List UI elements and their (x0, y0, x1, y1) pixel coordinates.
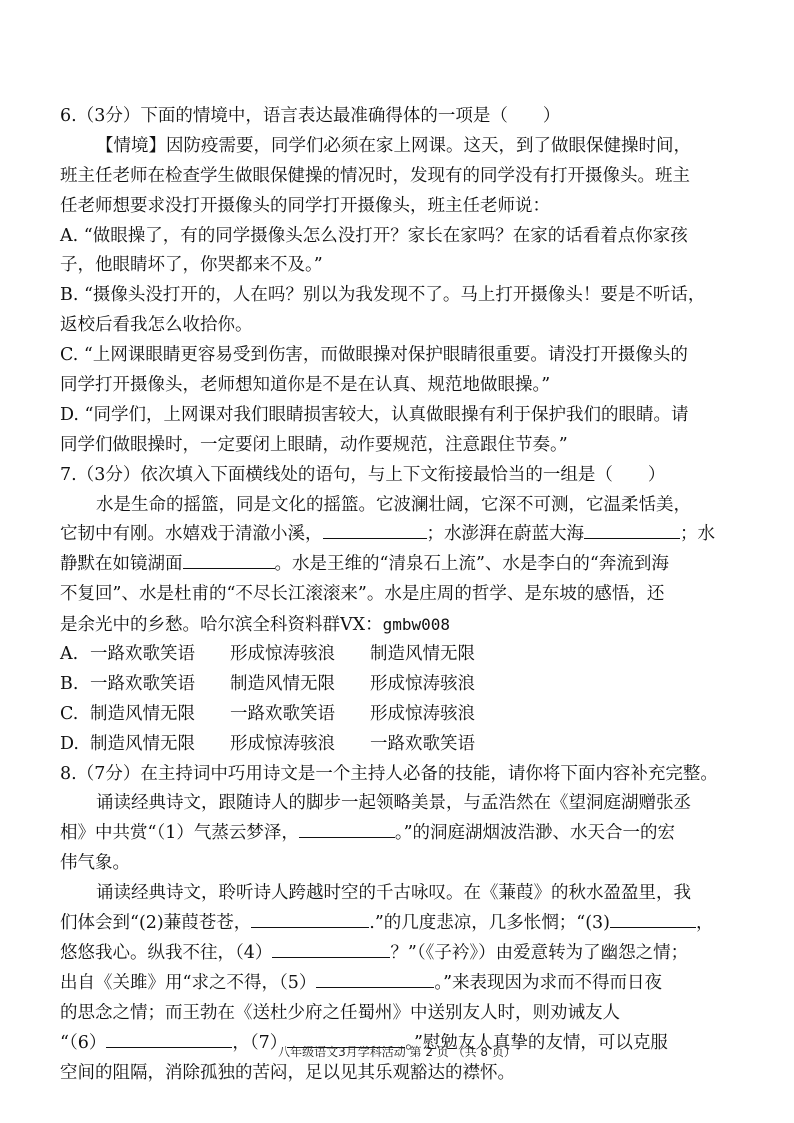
page-content (60, 102, 738, 1088)
q8-text: .”的几度悲凉，几多怅惘；“(3) (369, 913, 610, 934)
q7-text: 是余光中的乡愁。哈尔滨全科资料群VX： (60, 615, 383, 636)
q7-passage-line (60, 520, 738, 550)
q7-text: gmbw008 (382, 615, 451, 635)
q7-text: 静默在如镜湖面 (60, 554, 183, 575)
option-key: A. (60, 644, 79, 665)
q8-p1-line (60, 819, 738, 849)
q6-context-line: 任老师想要求没打开摄像头的同学打开摄像头，班主任老师说： (60, 195, 550, 216)
q6-option-a: A. “做眼操了，有的同学摄像头怎么没打开？家长在家吗？在家的话看着点你家孩 (60, 225, 688, 246)
option-part: 一路欢歌笑语 (370, 733, 475, 754)
q6-option-b: B. “摄像头没打开的，人在吗？别以为我发现不了。马上打开摄像头！要是不听话， (60, 285, 706, 306)
q6-option-c: C. “上网课眼睛更容易受到伤害，而做眼操对保护眼睛很重要。请没打开摄像头的 (60, 345, 688, 366)
answer-blank-2[interactable] (251, 909, 369, 928)
q8-text: 们体会到“(2)蒹葭苍苍， (60, 913, 252, 934)
q8-p2-line (60, 939, 738, 969)
q8-text: 悠悠我心。纵我不往，（4） (60, 942, 273, 963)
q8-p1-line: 诵读经典诗文，跟随诗人的脚步一起领略美景，与孟浩然在《望洞庭湖赠张丞 (96, 793, 691, 814)
q6-option-d: D. “同学们，上网课对我们眼睛损害较大，认真做眼操有利于保护我们的眼睛。请 (60, 404, 689, 425)
q8-text: 。”来表现因为求而不得而日夜 (434, 972, 663, 993)
q8-text: “（6） (60, 1032, 107, 1053)
answer-blank-4[interactable] (272, 939, 390, 958)
option-part: 制造风情无限 (370, 644, 475, 665)
option-part: 一路欢歌笑语 (90, 644, 195, 665)
answer-blank-5[interactable] (316, 969, 434, 988)
q8-stem: 8.（7分）在主持词中巧用诗文是一个主持人必备的技能，请你将下面内容补充完整。 (60, 763, 718, 784)
option-part: 制造风情无限 (90, 703, 195, 724)
option-key: B. (60, 673, 79, 694)
q8-p2-line (60, 969, 738, 999)
q6-option-a-cont: 子，他眼睛坏了，你哭都来不及。” (60, 255, 323, 276)
q8-text: ， (696, 913, 714, 934)
q7-text: ；水澎湃在蔚蓝大海 (426, 524, 584, 545)
q8-text: ，（7） (232, 1032, 288, 1053)
q6-option-d-cont: 同学们做眼操时，一定要闭上眼睛，动作要规范，注意跟住节奏。” (60, 434, 568, 455)
q8-p2-line (60, 909, 738, 939)
page-footer: 八年级语文3月学科活动 第 2 页 （共 8 页） (278, 1045, 516, 1059)
q8-p2-line: 的思念之情；而王勃在《送杜少府之任蜀州》中送别友人时，则劝诫友人 (60, 1002, 620, 1023)
q8-text: 出自《关雎》用“求之不得，（5） (60, 972, 317, 993)
q7-option-b (60, 670, 738, 700)
option-part: 一路欢歌笑语 (230, 703, 335, 724)
q7-passage-line: 不复回”、水是杜甫的“不尽长江滚滚来”。水是庄周的哲学、是东坡的感悟，还 (60, 584, 665, 605)
q7-passage-line: 水是生命的摇篮，同是文化的摇篮。它波澜壮阔，它深不可测，它温柔恬美， (96, 494, 691, 515)
q6-stem: 6.（3分）下面的情境中，语言表达最准确得体的一项是（ ） (60, 106, 561, 126)
option-part: 形成惊涛骇浪 (370, 703, 475, 724)
q7-stem: 7.（3分）依次填入下面横线处的语句，与上下文衔接最恰当的一组是（ ） (60, 464, 666, 485)
option-part: 形成惊涛骇浪 (230, 733, 335, 754)
q7-text: 。水是王维的“清泉石上流”、水是李白的“奔流到海 (274, 554, 669, 575)
q7-passage-line (60, 610, 738, 640)
q8-text: 。”慰勉友人真挚的友情，可以克服 (405, 1032, 668, 1053)
q6-option-c-cont: 同学打开摄像头，老师想知道你是不是在认真、规范地做眼操。” (60, 375, 551, 396)
q6-context-line: 【情境】因防疫需要，同学们必须在家上网课。这天，到了做眼保健操时间， (96, 135, 691, 156)
option-key: D. (60, 733, 79, 754)
q7-text: 它韧中有刚。水嬉戏于清澈小溪， (60, 524, 323, 545)
answer-blank[interactable] (323, 520, 427, 539)
q6-context-line: 班主任老师在检查学生做眼保健操的情况时，发现有的同学没有打开摄像头。班主 (60, 165, 690, 186)
option-part: 形成惊涛骇浪 (230, 644, 335, 665)
option-part: 制造风情无限 (90, 733, 195, 754)
q7-option-d (60, 730, 738, 760)
q8-text: ？”（《子衿》）由爱意转为了幽怨之情； (390, 942, 689, 963)
q6-option-b-cont: 返校后看我怎么收拾你。 (60, 315, 253, 336)
q7-passage-line (60, 550, 738, 580)
q8-text: 相》中共赏“（1）气蒸云梦泽， (60, 823, 299, 844)
answer-blank-1[interactable] (299, 819, 395, 838)
q7-text: ；水 (680, 524, 715, 545)
option-part: 制造风情无限 (230, 673, 335, 694)
option-part: 一路欢歌笑语 (90, 673, 195, 694)
option-part: 形成惊涛骇浪 (370, 673, 475, 694)
q8-p1-line: 伟气象。 (60, 853, 130, 874)
q7-option-a (60, 640, 738, 670)
q8-p2-line: 诵读经典诗文，聆听诗人跨越时空的千古咏叹。在《蒹葭》的秋水盈盈里，我 (96, 883, 691, 904)
answer-blank[interactable] (183, 550, 275, 569)
answer-blank[interactable] (584, 520, 680, 539)
q8-text: 。”的洞庭湖烟波浩渺、水天合一的宏 (394, 823, 676, 844)
q7-option-c (60, 700, 738, 730)
option-key: C. (60, 703, 79, 724)
answer-blank-3[interactable] (610, 909, 696, 928)
q8-p2-line: 空间的阻隔，消除孤独的苦闷，足以见其乐观豁达的襟怀。 (60, 1062, 515, 1083)
